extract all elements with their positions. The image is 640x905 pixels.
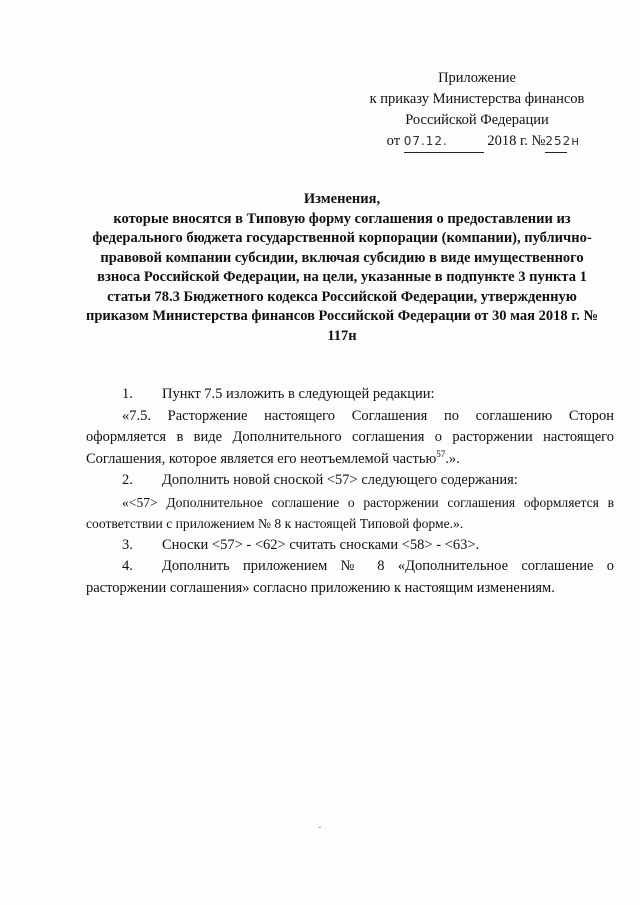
appendix-order-ref: к приказу Министерства финансов	[369, 91, 585, 107]
date-prefix: от	[386, 133, 401, 149]
title-text: которые вносятся в Типовую форму соглашения о предоставлении из федерального бюджета государственной корпорации (компании), публично-правовой компании субсидии, включая субсидию в виде имущественного взноса Российской Федерации, на цели, указанные в подпункте 3 пункта 1 статьи 78.3 Бюджетного кодекса Российской Федерации, утвержденную приказом Министерства финансов Российской Федерации от 30 мая 2018 г. № 117н	[85, 210, 599, 344]
scan-speck: ˇ	[318, 826, 322, 837]
number-field	[545, 131, 581, 153]
item-number: 2.	[122, 472, 133, 488]
document-body	[86, 384, 614, 599]
quote-text: «<57> Дополнительное соглашение о расторжении соглашения оформляется в соответствии с приложением № 8 к настоящей Типовой форме.».	[86, 494, 614, 531]
title-heading: Изменения,	[303, 191, 381, 207]
handwritten-number: 252н	[545, 134, 581, 148]
order-year: 2018 г. №	[487, 133, 546, 149]
appendix-block	[352, 68, 602, 153]
item-3	[86, 535, 614, 557]
item-text: Пункт 7.5 изложить в следующей редакции:	[162, 386, 435, 402]
item-text: Дополнить приложением № 8 «Дополнительное соглашение о расторжении соглашения» согласно приложению к настоящим изменениям.	[86, 558, 614, 596]
item-2	[86, 470, 614, 492]
document-title	[82, 190, 602, 346]
item-number: 1.	[122, 386, 133, 402]
item-text: Дополнить новой сноской <57> следующего содержания:	[162, 472, 518, 488]
appendix-country: Российской Федерации	[405, 112, 549, 128]
quote-end: .».	[445, 450, 460, 467]
handwritten-date: 07.12.	[403, 134, 448, 148]
date-field	[404, 131, 484, 153]
item-1-quote	[86, 406, 614, 471]
appendix-title: Приложение	[438, 70, 516, 86]
appendix-date-line	[352, 131, 602, 153]
quote-text: «7.5. Расторжение настоящего Соглашения по соглашению Сторон оформляется в виде Дополнительного соглашения о расторжении настоящего Соглашения, которое является его неотъемлемой частью	[86, 407, 614, 467]
footnote-ref: 57	[436, 448, 446, 459]
item-text: Сноски <57> - <62> считать сносками <58> - <63>.	[162, 536, 480, 553]
item-2-quote	[86, 492, 614, 535]
item-4	[86, 556, 614, 599]
item-number: 4.	[122, 558, 133, 574]
item-1	[86, 384, 614, 406]
item-number: 3.	[122, 536, 133, 553]
